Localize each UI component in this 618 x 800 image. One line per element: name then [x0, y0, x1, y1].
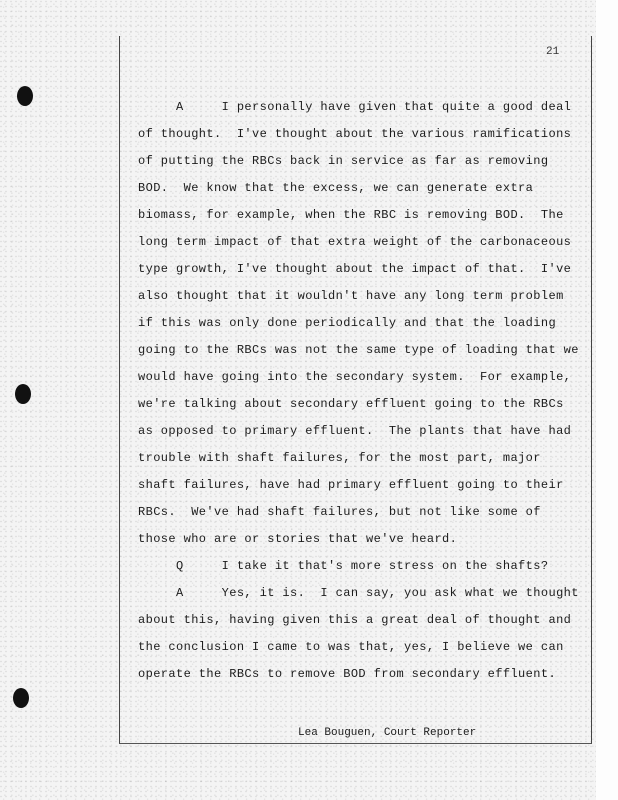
transcript-line: of putting the RBCs back in service as far as removing [138, 154, 549, 168]
transcript-line: A Yes, it is. I can say, you ask what we thought [138, 586, 579, 600]
transcript-line: would have going into the secondary system. For example, [138, 370, 572, 384]
transcript-line: operate the RBCs to remove BOD from secondary effluent. [138, 667, 557, 681]
punch-hole-bottom [13, 688, 29, 708]
transcript-line: about this, having given this a great deal of thought and [138, 613, 572, 627]
transcript-line: A I personally have given that quite a good deal [138, 100, 572, 114]
page-edge [596, 0, 618, 800]
transcript-line: shaft failures, have had primary effluent going to their [138, 478, 564, 492]
transcript-line: type growth, I've thought about the impact of that. I've [138, 262, 572, 276]
transcript-line: BOD. We know that the excess, we can generate extra [138, 181, 534, 195]
transcript-line: also thought that it wouldn't have any long term problem [138, 289, 564, 303]
transcript-line: the conclusion I came to was that, yes, I believe we can [138, 640, 564, 654]
transcript-line: biomass, for example, when the RBC is removing BOD. The [138, 208, 564, 222]
transcript-line: if this was only done periodically and that the loading [138, 316, 557, 330]
transcript-line: trouble with shaft failures, for the most part, major [138, 451, 541, 465]
transcript-line: long term impact of that extra weight of the carbonaceous [138, 235, 572, 249]
page-number: 21 [546, 46, 560, 58]
punch-hole-middle [15, 384, 31, 404]
transcript-line: of thought. I've thought about the various ramifications [138, 127, 572, 141]
transcript-line: we're talking about secondary effluent going to the RBCs [138, 397, 564, 411]
transcript-line: Q I take it that's more stress on the shafts? [138, 559, 549, 573]
transcript-line: those who are or stories that we've heard. [138, 532, 458, 546]
transcript-line: as opposed to primary effluent. The plants that have had [138, 424, 572, 438]
court-reporter-footer: Lea Bouguen, Court Reporter [298, 727, 477, 739]
transcript-line: RBCs. We've had shaft failures, but not like some of [138, 505, 541, 519]
transcript-border [119, 36, 592, 744]
punch-hole-top [17, 86, 33, 106]
transcript-line: going to the RBCs was not the same type of loading that we [138, 343, 579, 357]
